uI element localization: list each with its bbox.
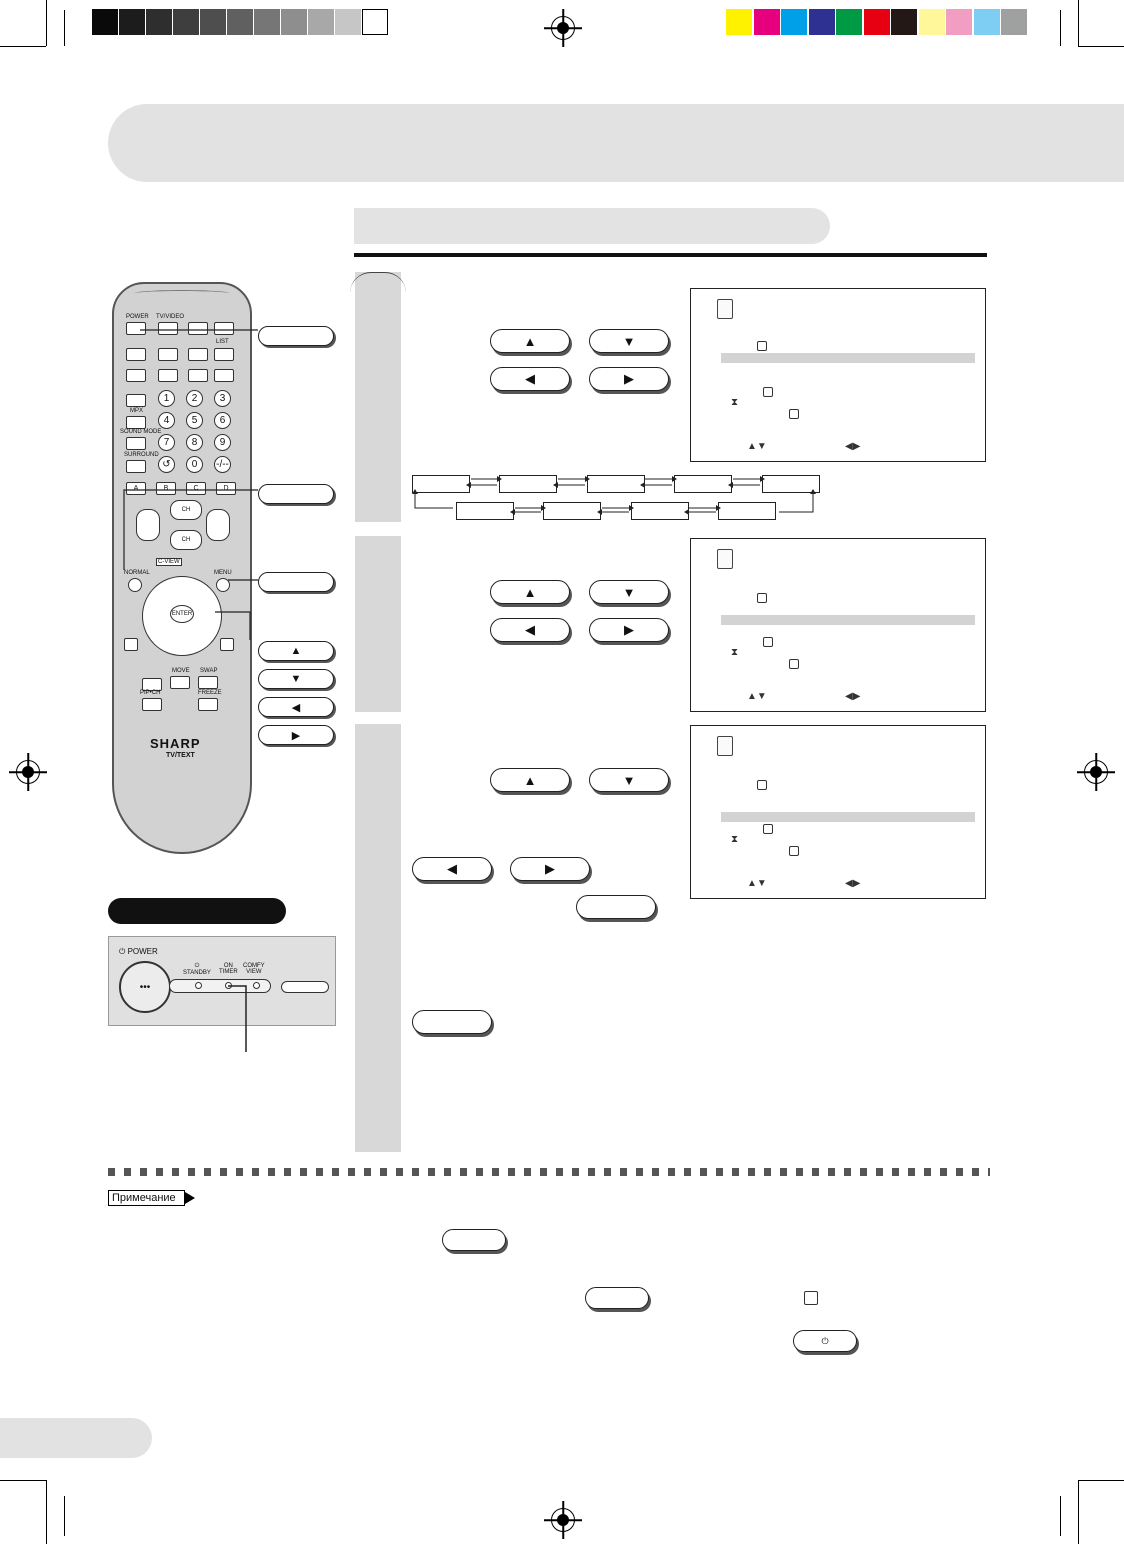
color-key-a[interactable]: A: [126, 482, 146, 495]
timer-menu-icon: [717, 736, 733, 756]
osd-timer-menu-1: [690, 288, 986, 462]
color-swatch: [1001, 9, 1027, 35]
power-icon-label: ⏻ POWER: [119, 947, 158, 956]
freeze-button[interactable]: [198, 698, 218, 711]
ch-down-button[interactable]: CH: [170, 530, 202, 550]
color-key-b[interactable]: B: [156, 482, 176, 495]
flow-arrows: [405, 470, 825, 522]
swap-label: SWAP: [200, 668, 218, 674]
number-key--/--[interactable]: -/--: [214, 456, 231, 473]
number-key-0[interactable]: 0: [186, 456, 203, 473]
number-key-3[interactable]: 3: [214, 390, 231, 407]
sound-mode-label: SOUND MODE: [120, 429, 162, 435]
pip-ch-down-button[interactable]: [142, 698, 162, 711]
registration-mark-bottom: [551, 1508, 575, 1532]
note-menu-button: [442, 1229, 506, 1251]
menu-button-step3[interactable]: [576, 895, 656, 919]
down-button-step1[interactable]: ▼: [589, 329, 669, 353]
right-button-step1[interactable]: ▶: [589, 367, 669, 391]
left-button-step3[interactable]: ◀: [412, 857, 492, 881]
page-header-band: [108, 104, 1124, 182]
clock-icon: [763, 637, 773, 647]
registration-mark-top: [551, 16, 575, 40]
clock-icon: [789, 659, 799, 669]
gray-swatch: [254, 9, 280, 35]
color-swatch: [864, 9, 890, 35]
osd-timer-menu-2: [690, 538, 986, 712]
remote-top-edge: [134, 290, 230, 297]
ch-up-button[interactable]: CH: [170, 500, 202, 520]
timer-menu-icon: [717, 299, 733, 319]
color-swatch: [974, 9, 1000, 35]
callout-down: ▼: [258, 669, 334, 689]
clock-icon: [763, 387, 773, 397]
color-key-d[interactable]: D: [216, 482, 236, 495]
note-label: Примечание: [108, 1190, 185, 1206]
note-clock-icon: [804, 1291, 818, 1305]
gray-swatch: [173, 9, 199, 35]
osd-highlight-row: [721, 353, 975, 363]
callout-right: ▶: [258, 725, 334, 745]
osd-timer-menu-3: [690, 725, 986, 899]
power-label: POWER: [126, 314, 149, 320]
clock-icon: [757, 593, 767, 603]
step-3-marker: [355, 724, 401, 1152]
gray-swatch: [227, 9, 253, 35]
note-power-button: ⏻: [793, 1330, 857, 1352]
callout-left: ◀: [258, 697, 334, 717]
clock-icon: [757, 780, 767, 790]
color-swatch: [946, 9, 972, 35]
comfy-view-label: COMFY VIEW: [243, 963, 265, 975]
hourglass-icon: ⧗: [731, 647, 739, 658]
left-button-step1[interactable]: ◀: [490, 367, 570, 391]
number-key-7[interactable]: 7: [158, 434, 175, 451]
clock-icon: [763, 824, 773, 834]
number-key-5[interactable]: 5: [186, 412, 203, 429]
number-key-flashback[interactable]: ↺: [158, 456, 175, 473]
move-button[interactable]: [170, 676, 190, 689]
gray-swatch: [146, 9, 172, 35]
clock-icon: [757, 341, 767, 351]
osd-highlight-row: [721, 615, 975, 625]
hourglass-icon: ⧗: [731, 397, 739, 408]
clock-icon: [789, 409, 799, 419]
osd-nav-leftright: ◀▶: [845, 878, 861, 889]
freeze-label: FREEZE: [198, 690, 222, 696]
left-button-step2[interactable]: ◀: [490, 618, 570, 642]
callout-leader-lines: [120, 320, 270, 640]
down-button-step2[interactable]: ▼: [589, 580, 669, 604]
gray-swatch: [119, 9, 145, 35]
on-timer-label: ON TIMER: [219, 963, 238, 975]
color-swatch: [781, 9, 807, 35]
gray-swatch: [362, 9, 388, 35]
hourglass-icon: ⧗: [731, 834, 739, 845]
color-swatch: [754, 9, 780, 35]
color-swatch: [919, 9, 945, 35]
color-swatch: [891, 9, 917, 35]
down-button-step3[interactable]: ▼: [589, 768, 669, 792]
registration-mark-left: [16, 760, 40, 784]
front-panel-slot: [281, 981, 329, 993]
registration-mark-right: [1084, 760, 1108, 784]
menu-label: MENU: [214, 570, 232, 576]
enter-button[interactable]: ENTER: [170, 605, 194, 623]
osd-nav-updown: ▲▼: [747, 691, 767, 702]
right-button-step2[interactable]: ▶: [589, 618, 669, 642]
front-panel-title: [108, 898, 286, 924]
clock-icon: [789, 846, 799, 856]
gray-swatch: [281, 9, 307, 35]
color-swatch: [809, 9, 835, 35]
color-key-c[interactable]: C: [186, 482, 206, 495]
swap-button[interactable]: [198, 676, 218, 689]
color-swatch: [836, 9, 862, 35]
note-normal-button: [585, 1287, 649, 1309]
c-view-label[interactable]: C-VIEW: [158, 559, 180, 565]
section-title-band: [354, 208, 830, 244]
step-2-marker: [355, 536, 401, 712]
callout-up: ▲: [258, 641, 334, 661]
normal-button-step3[interactable]: [412, 1010, 492, 1034]
page-number-tab: [0, 1418, 152, 1458]
number-key-9[interactable]: 9: [214, 434, 231, 451]
tv-video-label: TV/VIDEO: [156, 314, 185, 320]
standby-label: ⏻ STANDBY: [183, 963, 211, 976]
up-button-step3[interactable]: ▲: [490, 768, 570, 792]
timer-menu-icon: [717, 549, 733, 569]
gray-swatch: [200, 9, 226, 35]
number-key-6[interactable]: 6: [214, 412, 231, 429]
gray-swatch: [335, 9, 361, 35]
step-1-marker: [355, 272, 401, 522]
up-button-step2[interactable]: ▲: [490, 580, 570, 604]
dotted-separator: [108, 1168, 990, 1176]
move-label: MOVE: [172, 668, 190, 674]
sharp-logo: SHARP: [150, 736, 201, 751]
osd-nav-leftright: ◀▶: [845, 691, 861, 702]
standby-led: [195, 982, 202, 989]
osd-nav-updown: ▲▼: [747, 878, 767, 889]
osd-highlight-row: [721, 812, 975, 822]
section-rule: [354, 253, 987, 257]
on-timer-leader: [220, 980, 260, 1054]
main-power-button[interactable]: •••: [119, 961, 171, 1013]
gray-swatch: [92, 9, 118, 35]
gray-swatch: [308, 9, 334, 35]
number-key-2[interactable]: 2: [186, 390, 203, 407]
number-key-1[interactable]: 1: [158, 390, 175, 407]
osd-nav-updown: ▲▼: [747, 441, 767, 452]
surround-label: SURROUND: [124, 452, 159, 458]
model-label: TV/TEXT: [166, 752, 195, 759]
number-key-4[interactable]: 4: [158, 412, 175, 429]
up-button-step1[interactable]: ▲: [490, 329, 570, 353]
right-button-step3[interactable]: ▶: [510, 857, 590, 881]
osd-nav-leftright: ◀▶: [845, 441, 861, 452]
pip-ch-label: PIP•CH: [140, 690, 161, 696]
list-label: LIST: [216, 339, 229, 345]
number-key-8[interactable]: 8: [186, 434, 203, 451]
normal-label: NORMAL: [124, 570, 150, 576]
color-swatch: [726, 9, 752, 35]
mpx-label: MPX: [130, 408, 144, 414]
